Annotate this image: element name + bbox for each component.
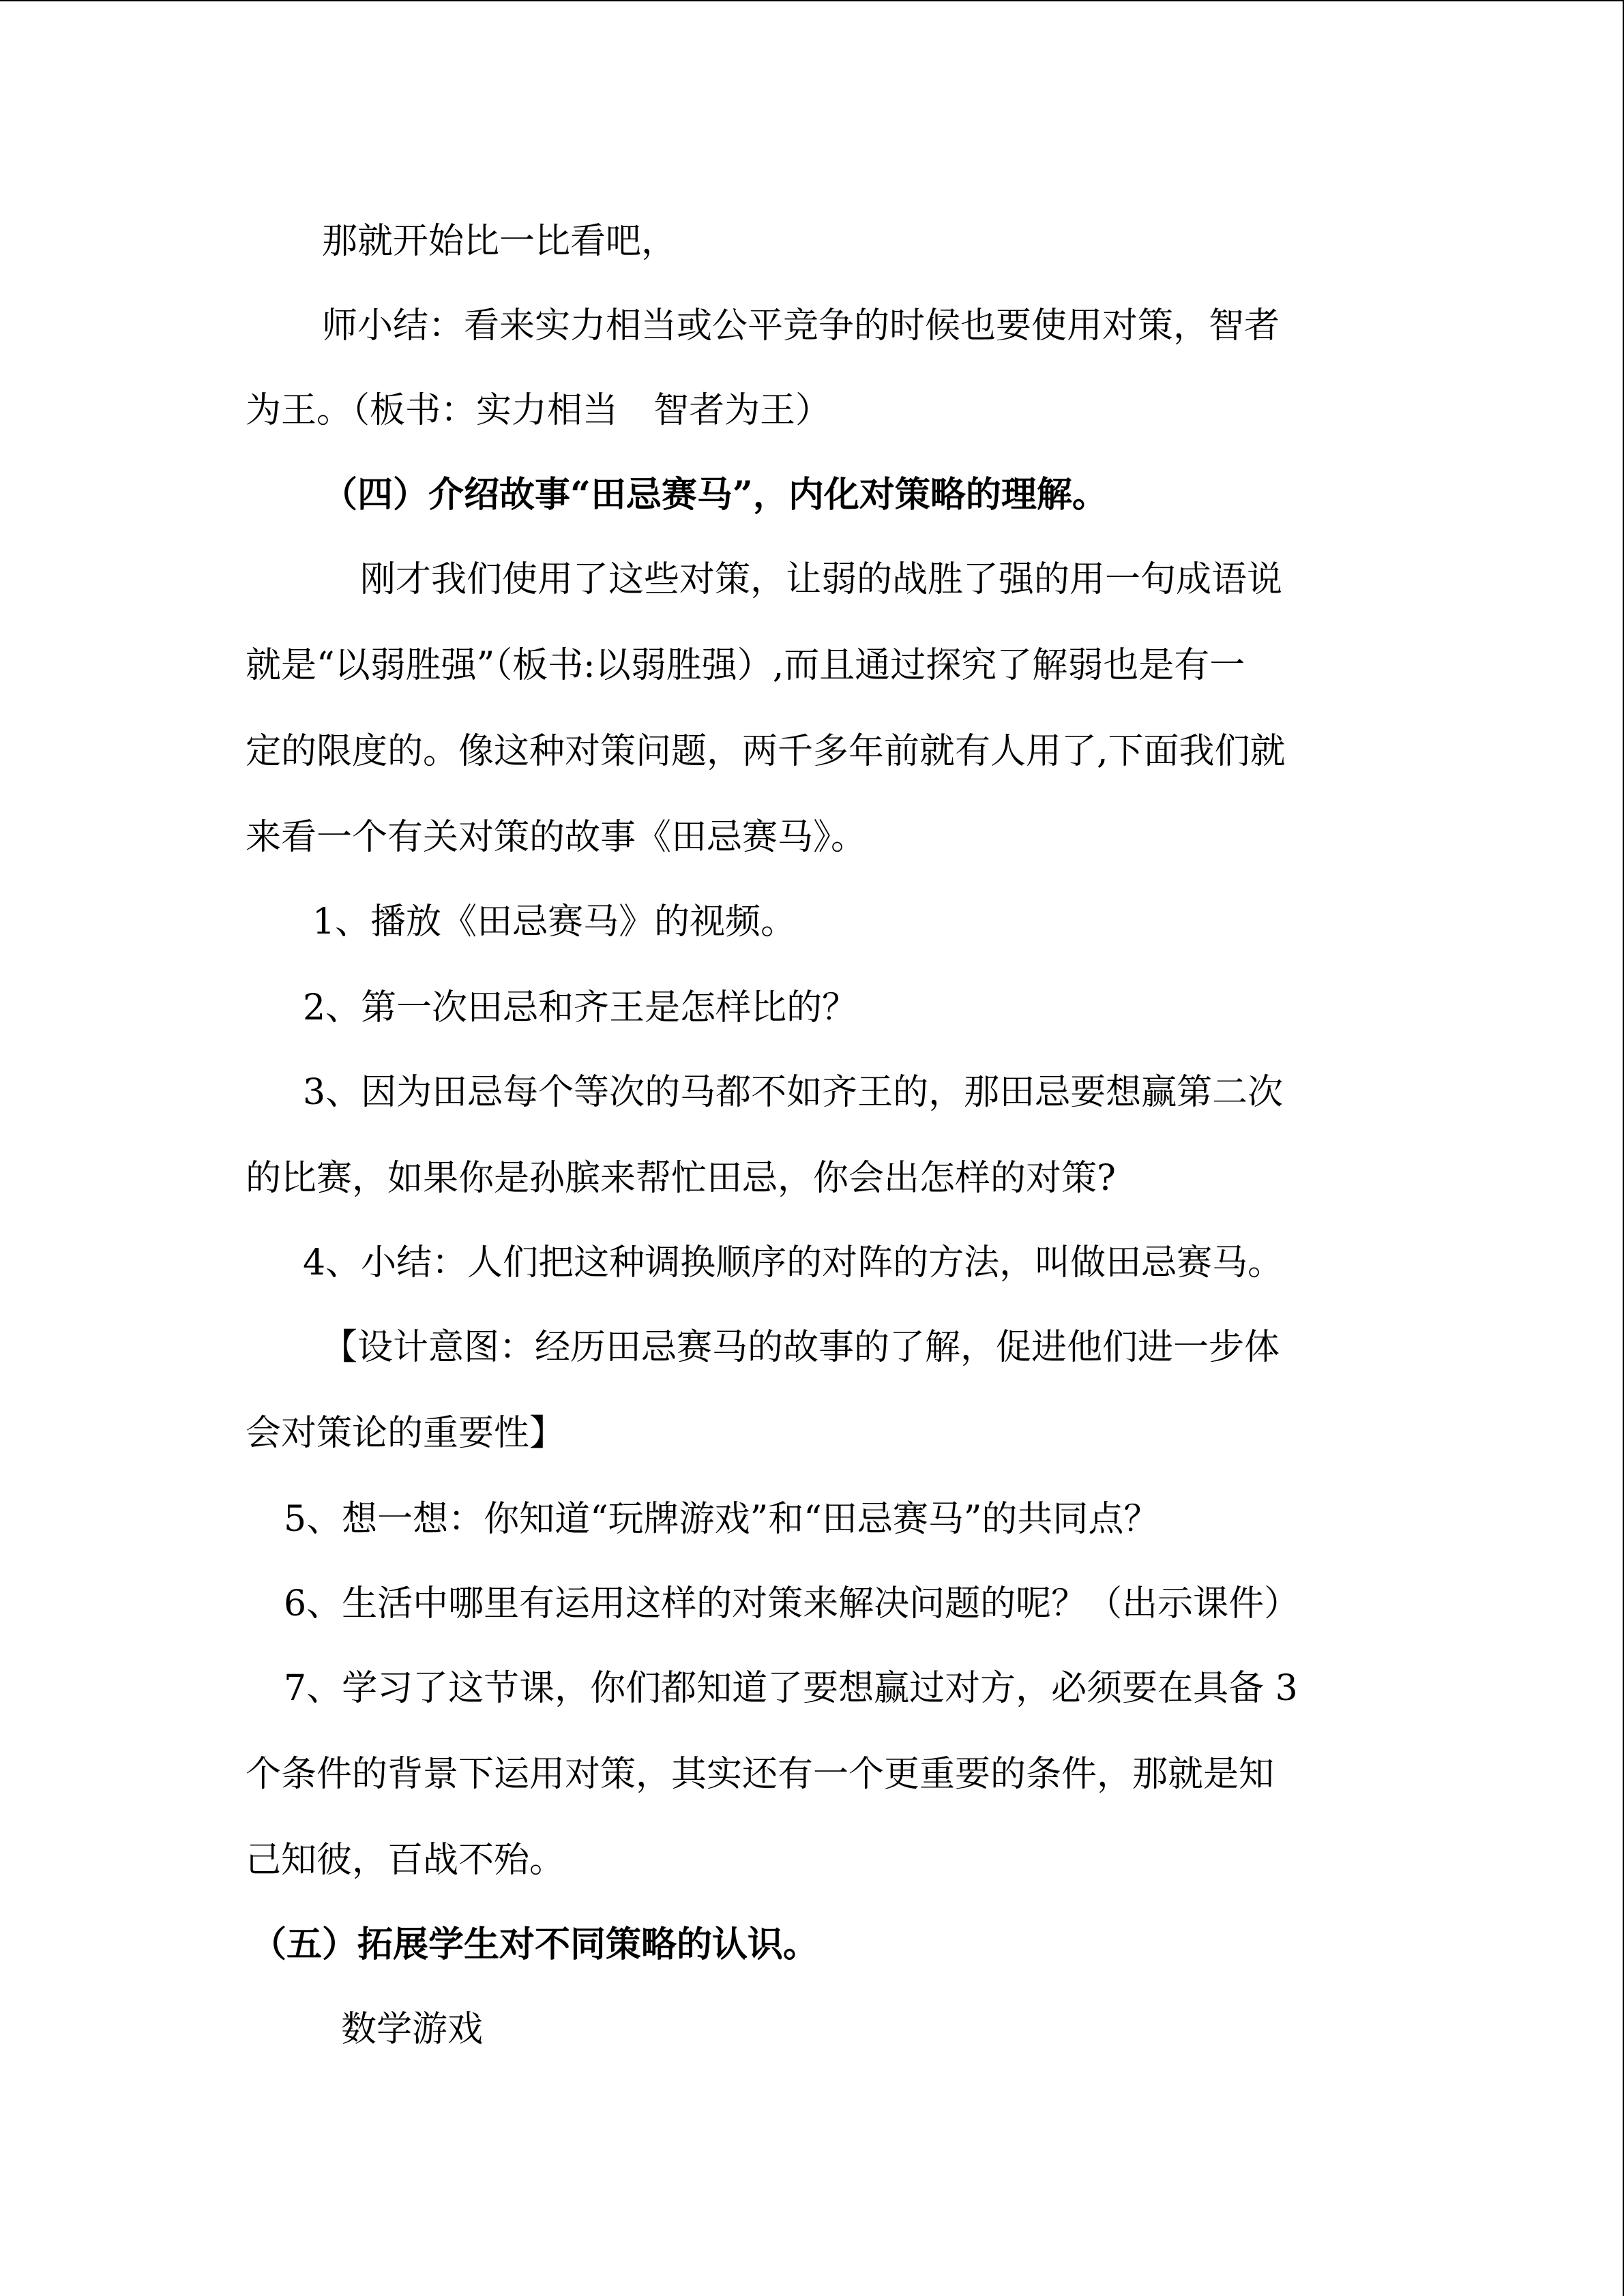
paragraph-line: 为王。（板书：实力相当 智者为王） [246, 390, 831, 431]
list-item: 6、生活中哪里有运用这样的对策来解决问题的呢？（出示课件） [284, 1583, 1300, 1624]
paragraph-line: 定的限度的。像这种对策问题，两千多年前就有人用了,下面我们就 [246, 731, 1286, 772]
paragraph-line: 个条件的背景下运用对策，其实还有一个更重要的条件，那就是知 [246, 1754, 1275, 1795]
design-note: 会对策论的重要性】 [246, 1413, 565, 1454]
paragraph-line: 的比赛，如果你是孙膑来帮忙田忌，你会出怎样的对策? [246, 1158, 1116, 1199]
paragraph-line: 师小结：看来实力相当或公平竞争的时候也要使用对策，智者 [322, 305, 1280, 346]
paragraph-line: 己知彼，百战不殆。 [246, 1840, 565, 1881]
paragraph-line: 来看一个有关对策的故事《田忌赛马》。 [246, 817, 867, 858]
list-item: 4、小结：人们把这种调换顺序的对阵的方法，叫做田忌赛马。 [303, 1242, 1284, 1283]
design-note: 【设计意图：经历田忌赛马的故事的了解，促进他们进一步体 [322, 1327, 1280, 1368]
list-item: 1、播放《田忌赛马》的视频。 [312, 901, 797, 942]
paragraph-line: 那就开始比一比看吧， [322, 221, 677, 262]
section-heading: （五）拓展学生对不同策略的认识。 [251, 1924, 819, 1965]
list-item: 5、想一想：你知道“玩牌游戏”和“田忌赛马”的共同点？ [284, 1499, 1160, 1540]
list-item: 3、因为田忌每个等次的马都不如齐王的，那田忌要想赢第二次 [303, 1072, 1284, 1113]
paragraph-line: 就是“以弱胜强”（板书:以弱胜强）,而且通过探究了解弱也是有一 [246, 645, 1245, 686]
section-heading: （四）介绍故事“田忌赛马”，内化对策略的理解。 [322, 474, 1108, 516]
paragraph-line: 刚才我们使用了这些对策，让弱的战胜了强的用一句成语说 [360, 559, 1283, 600]
paragraph-line: 数学游戏 [341, 2009, 484, 2050]
list-item: 7、学习了这节课，你们都知道了要想赢过对方，必须要在具备 3 [284, 1668, 1298, 1709]
list-item: 2、第一次田忌和齐王是怎样比的？ [303, 987, 858, 1028]
